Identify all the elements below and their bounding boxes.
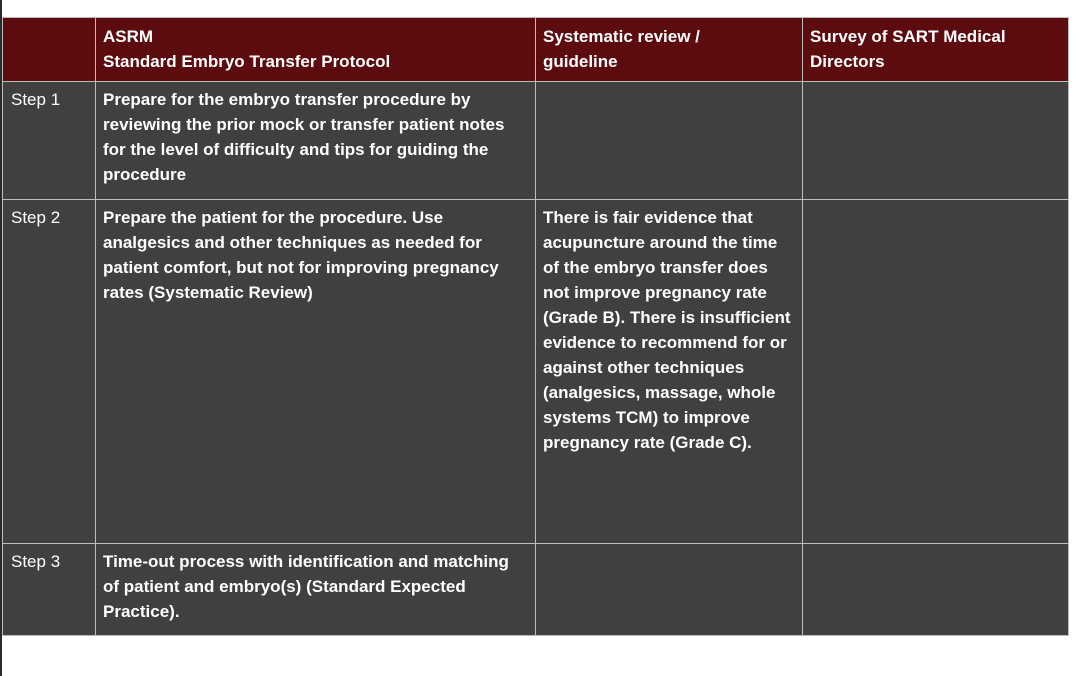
survey-cell [803, 544, 1069, 636]
review-cell [536, 82, 803, 200]
survey-cell [803, 82, 1069, 200]
table-header-row [3, 18, 1069, 82]
step-label: Step 2 [3, 200, 96, 544]
header-survey-line1: Survey of SART Medical [810, 27, 1006, 46]
table-row [3, 544, 1069, 636]
step-label: Step 1 [3, 82, 96, 200]
header-review-line1: Systematic review / [543, 27, 700, 46]
header-protocol-org: ASRM [103, 27, 154, 46]
header-step-column [3, 18, 96, 82]
table-row [3, 82, 1069, 200]
review-cell [536, 544, 803, 636]
header-survey-column [803, 18, 1069, 82]
step-label: Step 3 [3, 544, 96, 636]
protocol-cell: Prepare for the embryo transfer procedure by reviewing the prior mock or transfer patient notes for the level of difficulty and tips for guiding the procedure [96, 82, 536, 200]
header-review-column [536, 18, 803, 82]
protocol-cell: Time-out process with identification and matching of patient and embryo(s) (Standard Expected Practice). [96, 544, 536, 636]
review-cell: There is fair evidence that acupuncture around the time of the embryo transfer does not improve pregnancy rate (Grade B). There is insufficient evidence to recommend for or against other techniques (analgesics, massage, whole systems TCM) to improve pregnancy rate (Grade C). [536, 200, 803, 544]
table-row [3, 200, 1069, 544]
header-protocol-column [96, 18, 536, 82]
header-protocol-title: Standard Embryo Transfer Protocol [103, 52, 391, 71]
header-survey-line2: Directors [810, 52, 885, 71]
protocol-cell: Prepare the patient for the procedure. Use analgesics and other techniques as needed for patient comfort, but not for improving pregnancy rates (Systematic Review) [96, 200, 536, 544]
embryo-transfer-protocol-table [2, 17, 1069, 636]
header-review-line2: guideline [543, 52, 618, 71]
survey-cell [803, 200, 1069, 544]
